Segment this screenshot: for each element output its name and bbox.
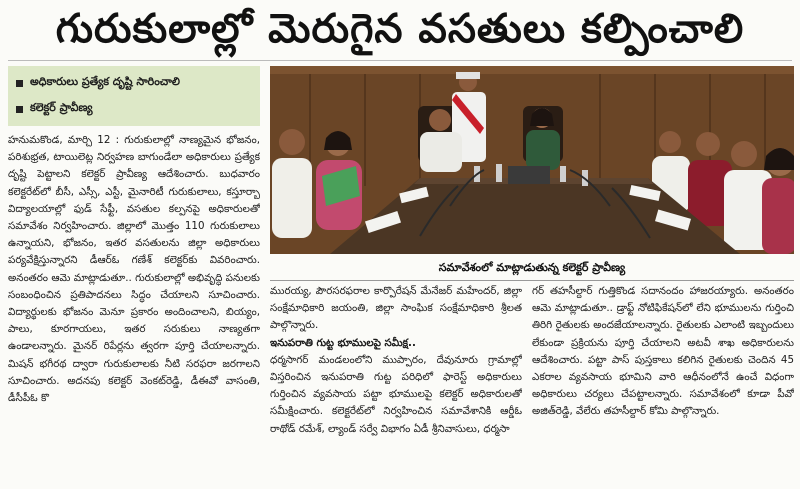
photo-caption: సమావేశంలో మాట్లాడుతున్న కలెక్టర్ ప్రావీణ్య: [270, 256, 794, 281]
headline-rule: [8, 60, 792, 61]
section-title: ఇనుపరాతి గుట్ట భూములపై సమీక్ష..: [270, 336, 416, 349]
body-text-middle-2: ధర్మసాగర్ మండలంలోని ముప్పారం, దేవునూరు గ్రామాల్లో విస్తరించిన ఇనుపరాతి గుట్ట పరిధిలో ఫారెస్ట్ అధికారులు గుర్తించిన వ్యవసాయ పట్టా భూములపై కలెక్టర్ అధికారులతో సమీక్షించారు. కలెక్టరేట్‌లో నిర్వహించిన సమావేశానికి ఆర్డీఓ రాథోడ్ రమేశ్, ల్యాండ్ సర్వే విభాగం ఏడీ శ్రీనివాసులు, ధర్మసా: [270, 353, 522, 435]
subhead-text-2: కలెక్టర్ ప్రావీణ్య: [30, 101, 93, 114]
article-column-left: [8, 132, 260, 484]
square-bullet-icon: [16, 80, 23, 87]
subhead-line-1: [16, 70, 252, 96]
square-bullet-icon: [16, 106, 23, 113]
body-text-right: గర్ తహసీల్దార్ గుత్తికొండ సదానందం హాజరయ్యారు. అనంతరం ఆమె మాట్లాడుతూ.. డ్రాఫ్ట్ నోటిఫికేషన్‌లో లేని భూములను గుర్తించి తిరిగి రైతులకు అందజేయాలన్నారు. రైతులకు ఎలాంటి ఇబ్బందులు లేకుండా ప్రక్రియను పూర్తి చేయాలని అటవీ శాఖ అధికారులను ఆదేశించారు. పట్టా పాస్ పుస్తకాలు కలిగిన రైతులకు చెందిన 45 ఎకరాల వ్యవసాయ భూమిని వారి ఆధీనంలోనే ఉంచే విధంగా అధికారులు చర్యలు చేపట్టాలన్నారు. సమావేశంలో కూడా పీవో అజిత్‌రెడ్డి, వేలేరు తహసీల్దార్ కోమి పాల్గొన్నారు.: [532, 285, 794, 418]
subhead-text-1: అధికారులు ప్రత్యేక దృష్టి సారించాలి: [30, 75, 180, 88]
headline: గురుకులాల్లో మెరుగైన వసతులు కల్పించాలి: [55, 6, 745, 52]
body-text-left: హనుమకొండ, మార్చి 12 : గురుకులాల్లో నాణ్యమైన భోజనం, పరిశుభ్రత, టాయిలెట్ల నిర్వహణ బాగుండేలా అధికారులు ప్రత్యేక దృష్టి పెట్టాలని కలెక్టర్ ప్రావీణ్య ఆదేశించారు. బుధవారం కలెక్టరేట్‌లో బీసీ, ఎస్సీ, ఎస్టీ, మైనారిటీ గురుకులాలు, కస్తూర్బా విద్యాలయాల్లో ఫుడ్ సేఫ్టీ, వసతుల కల్పనపై అధికారులతో సమావేశం నిర్వహించారు. జిల్లాలో మొత్తం 110 గురుకులాలు ఉన్నాయని, భోజనం, ఇతర వసతులను జిల్లా అధికారులు పర్యవేక్షిస్తున్నారని డీఆర్‌ఓ గణేశ్ కలెక్టర్‌కు వివరించారు. అనంతరం ఆమె మాట్లాడుతూ.. గురుకులాల్లో అభివృద్ధి పనులకు సంబంధించిన ప్రతిపాదనలు సిద్ధం చేయాలని సూచించారు. విద్యార్థులకు భోజనం మెనూ ప్రకారం అందించాలని, బియ్యం, పాలు, కూరగాయలు, ఇతర సరుకులు నాణ్యతగా ఉండాలన్నారు. మైనర్ రిపేర్లను త్వరగా పూర్తి చేయాలన్నారు. మిషన్ భగీరథ ద్వారా గురుకులాలకు నీటి సరఫరా జరగాలని సూచించారు. అదనపు కలెక్టర్ వెంకట్‌రెడ్డి, డీఈవో వాసంతి, డీసీపీఓ కొ: [8, 134, 260, 405]
meeting-photo-illustration: [270, 66, 794, 254]
article-column-middle: [270, 283, 522, 484]
article-column-right: [532, 283, 794, 484]
subhead-line-2: [16, 96, 252, 122]
body-text-middle: మురయ్య, పౌరసరఫరాల కార్పొరేషన్ మేనేజర్ మహేందర్, జిల్లా సంక్షేమాధికారి జయంతి, జిల్లా సాంఘిక సంక్షేమాధికారి శ్రీలత పాల్గొన్నారు.: [270, 285, 522, 332]
meeting-photo: [270, 66, 794, 254]
subhead-box: [8, 66, 260, 126]
